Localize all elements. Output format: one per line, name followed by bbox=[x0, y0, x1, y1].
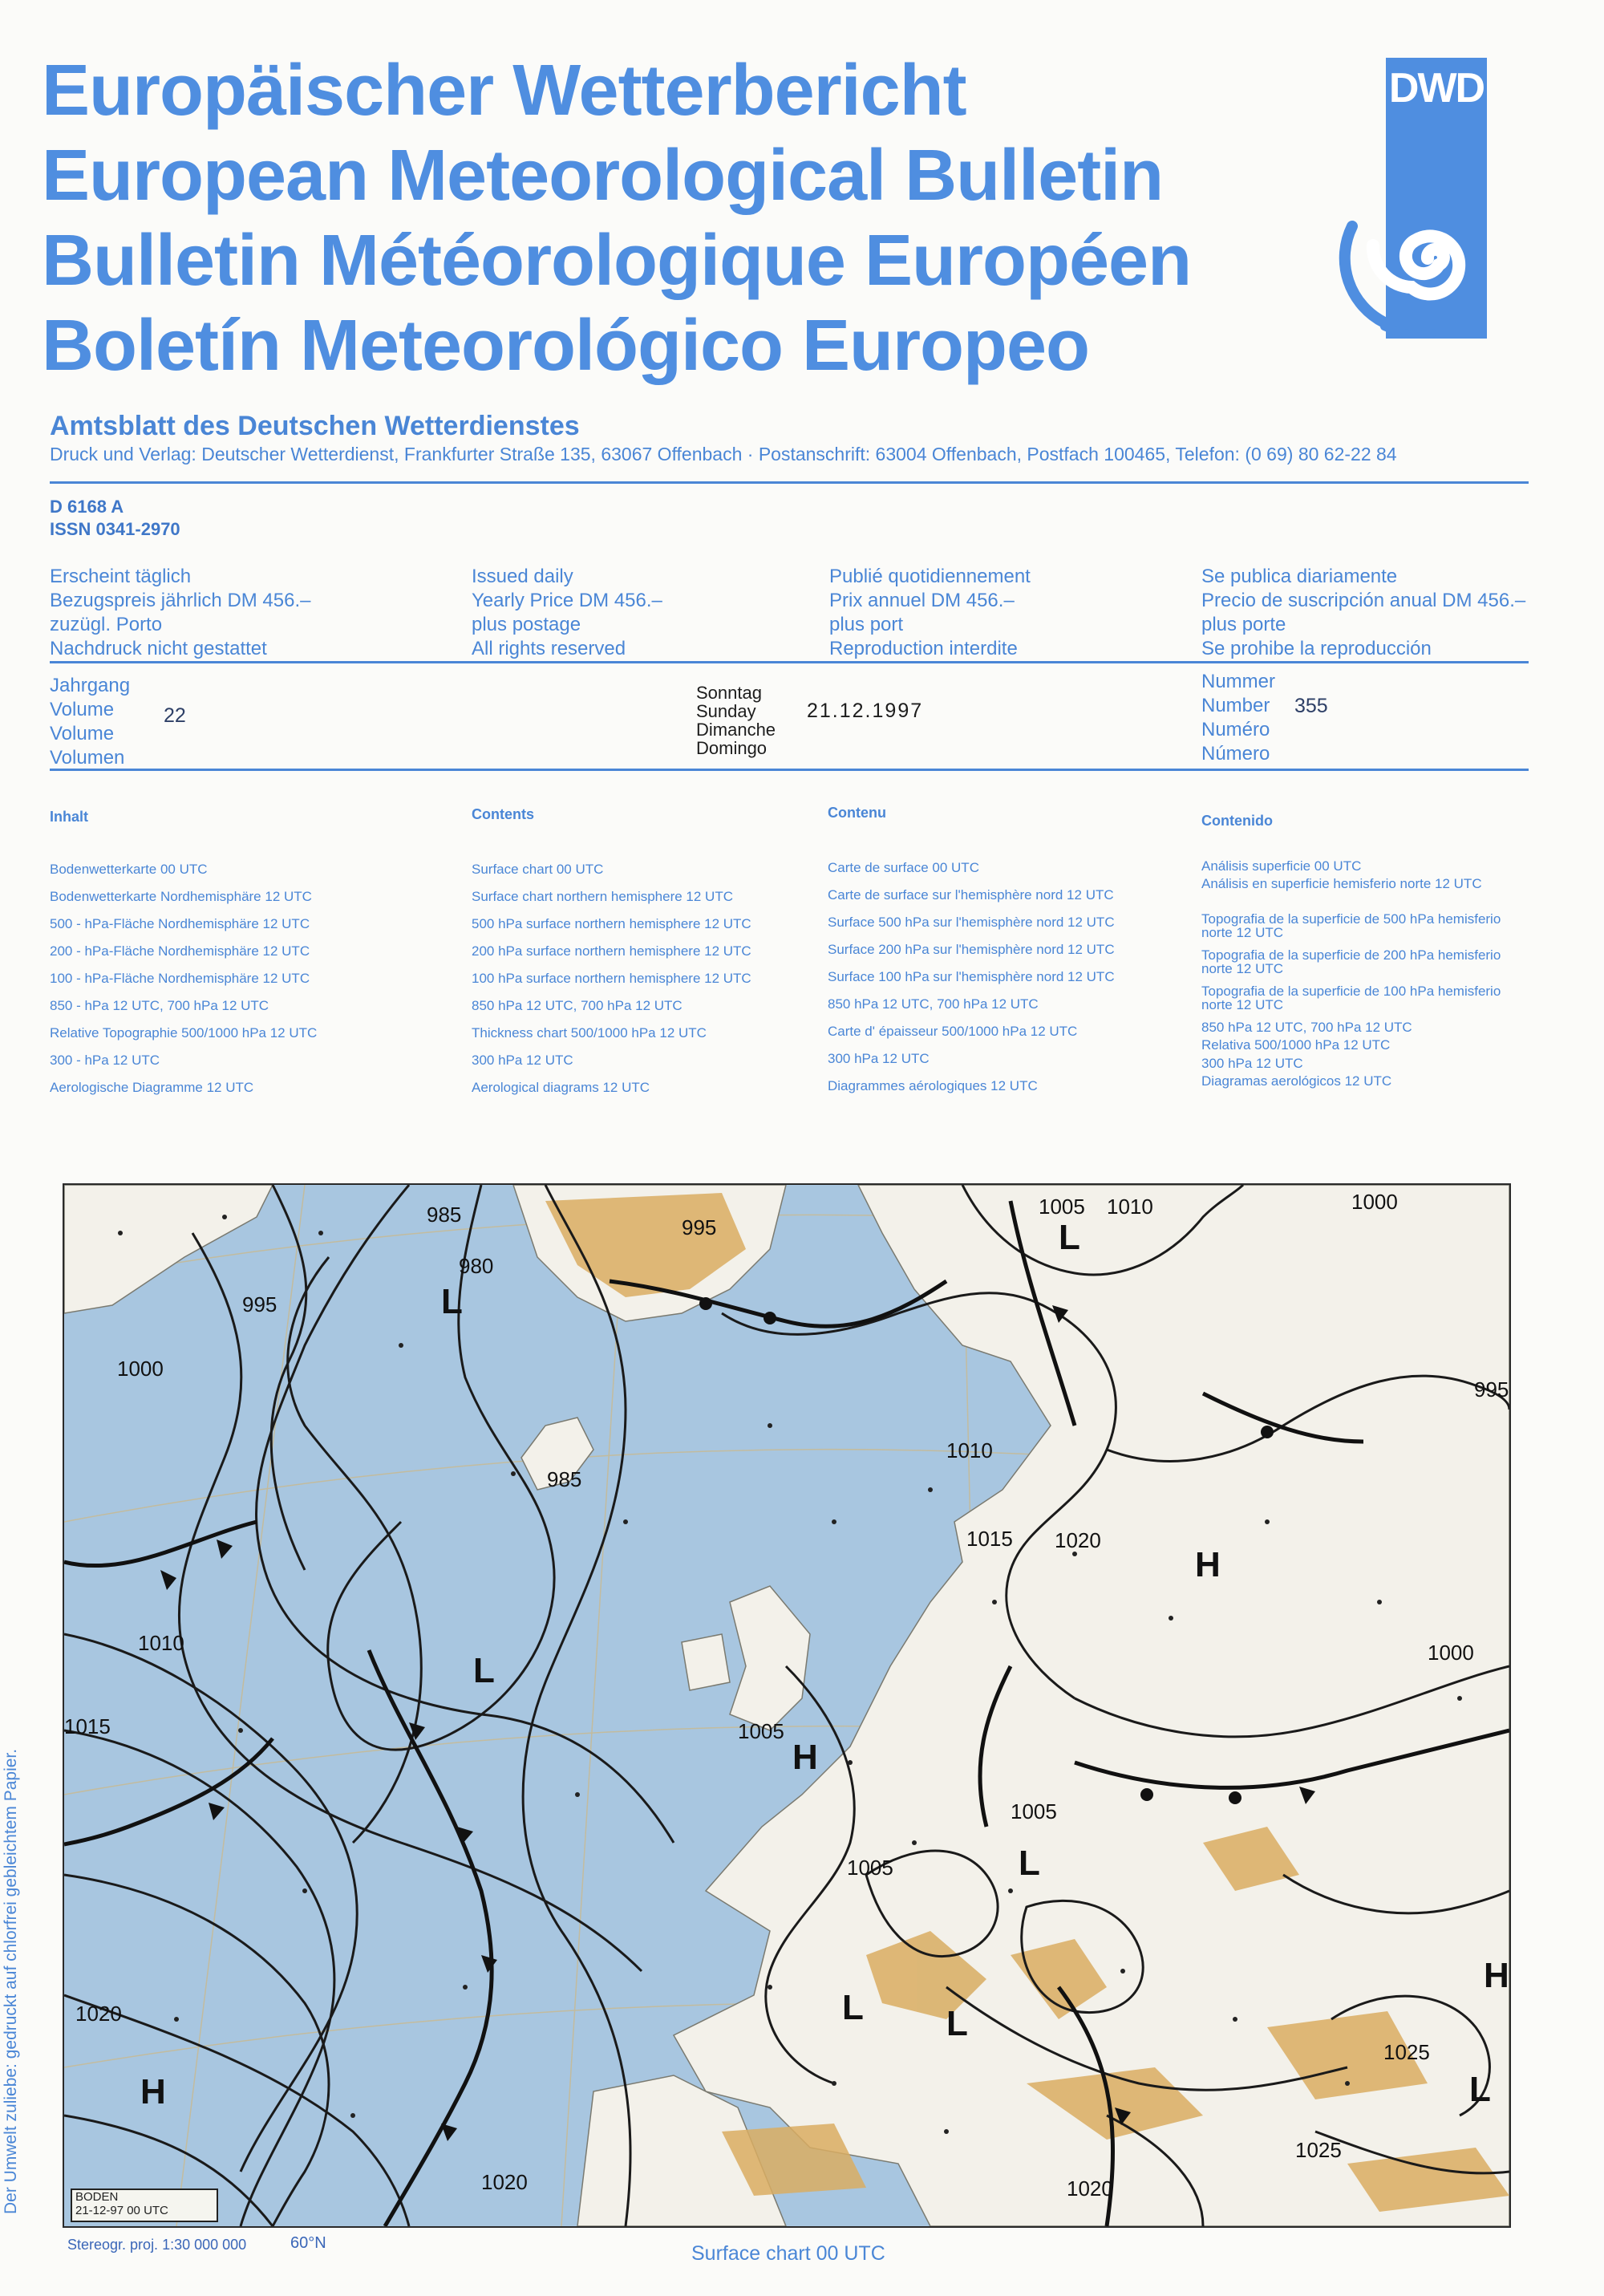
number-label: Number bbox=[1201, 695, 1270, 716]
issue-info-spanish bbox=[1201, 565, 1525, 661]
volume-label: Jahrgang bbox=[50, 675, 131, 696]
info-line: plus port bbox=[829, 614, 904, 635]
info-line: Se prohibe la reproducción bbox=[1201, 638, 1432, 659]
isobar-label: 1000 bbox=[1351, 1190, 1398, 1214]
isobar-label: 995 bbox=[242, 1292, 277, 1316]
number-label: Número bbox=[1201, 743, 1270, 765]
contents-item: 500 - hPa-Fläche Nordhemisphäre 12 UTC bbox=[50, 916, 310, 931]
contents-item: Análisis en superficie hemisferio norte 12 UTC bbox=[1201, 876, 1482, 891]
dwd-logo bbox=[1336, 58, 1489, 339]
high-center-marker: H bbox=[1195, 1545, 1221, 1584]
paper-note: Der Umwelt zuliebe: gedruckt auf chlorfrei gebleichtem Papier. bbox=[2, 1748, 20, 2214]
day-name: Domingo bbox=[696, 738, 768, 758]
chart-stamp bbox=[71, 2189, 218, 2222]
contents-item: Bodenwetterkarte 00 UTC bbox=[50, 862, 208, 877]
surface-weather-map bbox=[63, 1183, 1511, 2228]
latitude-marker: 60°N bbox=[290, 2234, 326, 2252]
high-center-marker: H bbox=[140, 2072, 166, 2111]
contents-item: Análisis superficie 00 UTC bbox=[1201, 858, 1362, 874]
contents-item: Surface chart 00 UTC bbox=[472, 862, 604, 877]
isobar-label: 1010 bbox=[946, 1438, 993, 1462]
isobar-label: 995 bbox=[1474, 1377, 1509, 1402]
isobar-label: 985 bbox=[427, 1203, 462, 1227]
contents-item: 300 hPa 12 UTC bbox=[1201, 1056, 1303, 1071]
bulletin-titles bbox=[42, 48, 1293, 388]
contents-heading-english: Contents bbox=[472, 806, 534, 822]
number-labels bbox=[1201, 670, 1275, 766]
great-britain bbox=[730, 1586, 810, 1730]
isobar-label: 985 bbox=[547, 1467, 582, 1491]
info-line: All rights reserved bbox=[472, 638, 626, 659]
contents-item: Topografia de la superficie de 200 hPa hemisferio norte 12 UTC bbox=[1201, 947, 1501, 976]
title-french: Bulletin Météorologique Européen bbox=[42, 221, 1192, 301]
issue-info-french bbox=[829, 565, 1031, 661]
issue-info-german bbox=[50, 565, 311, 661]
contents-list-german bbox=[50, 862, 419, 1108]
info-line: plus postage bbox=[472, 614, 581, 635]
contents-item: Thickness chart 500/1000 hPa 12 UTC bbox=[472, 1025, 707, 1041]
title-german: Europäischer Wetterbericht bbox=[42, 51, 966, 131]
volume-value: 22 bbox=[164, 704, 186, 727]
contents-list-spanish bbox=[1201, 859, 1522, 1092]
number-label: Numéro bbox=[1201, 719, 1270, 740]
isobar-label: 1020 bbox=[481, 2170, 528, 2194]
logo-text: DWD bbox=[1388, 65, 1485, 112]
info-line: Yearly Price DM 456.– bbox=[472, 590, 662, 611]
isobar-label: 1005 bbox=[847, 1856, 893, 1880]
contents-item: Topografia de la superficie de 100 hPa hemisferio norte 12 UTC bbox=[1201, 984, 1501, 1012]
publication-code: D 6168 A bbox=[50, 497, 124, 517]
contents-item: Surface chart northern hemisphere 12 UTC bbox=[472, 889, 733, 904]
contents-item: Diagrammes aérologiques 12 UTC bbox=[828, 1078, 1038, 1093]
high-center-marker: H bbox=[792, 1738, 818, 1777]
isobar-label: 980 bbox=[459, 1254, 494, 1278]
number-label: Nummer bbox=[1201, 671, 1276, 692]
contents-item: 300 - hPa 12 UTC bbox=[50, 1053, 160, 1068]
contents-item: 200 hPa surface northern hemisphere 12 UTC bbox=[472, 943, 751, 959]
contents-heading-spanish: Contenido bbox=[1201, 813, 1273, 829]
contents-list-french bbox=[828, 861, 1181, 1106]
isobar-label: 1000 bbox=[117, 1357, 164, 1381]
contents-item: 200 - hPa-Fläche Nordhemisphäre 12 UTC bbox=[50, 943, 310, 959]
isobar-label: 1025 bbox=[1383, 2040, 1430, 2064]
info-line: Se publica diariamente bbox=[1201, 566, 1398, 587]
day-name: Sonntag bbox=[696, 683, 762, 703]
isobar-label: 1005 bbox=[1039, 1195, 1085, 1219]
contents-item: 850 hPa 12 UTC, 700 hPa 12 UTC bbox=[828, 996, 1039, 1012]
info-line: zuzügl. Porto bbox=[50, 614, 163, 635]
map-canvas bbox=[64, 1185, 1509, 2226]
contents-item: 100 - hPa-Fläche Nordhemisphäre 12 UTC bbox=[50, 971, 310, 986]
contents-item: Carte d' épaisseur 500/1000 hPa 12 UTC bbox=[828, 1024, 1078, 1039]
isobar-label: 1000 bbox=[1428, 1641, 1474, 1665]
low-center-marker: L bbox=[473, 1651, 495, 1690]
divider-rule bbox=[50, 481, 1529, 484]
divider-rule bbox=[50, 769, 1529, 771]
isobar-label: 1025 bbox=[1295, 2138, 1342, 2162]
stamp-datetime: 21-12-97 00 UTC bbox=[75, 2204, 168, 2217]
volume-labels bbox=[50, 674, 130, 770]
isobar-label: 1015 bbox=[966, 1527, 1013, 1551]
isobar-label: 995 bbox=[682, 1215, 717, 1239]
contents-item: Relative Topographie 500/1000 hPa 12 UTC bbox=[50, 1025, 318, 1041]
contents-item: Topografia de la superficie de 500 hPa hemisferio norte 12 UTC bbox=[1201, 911, 1501, 940]
info-line: plus porte bbox=[1201, 614, 1286, 635]
issn-code: ISSN 0341-2970 bbox=[50, 519, 180, 539]
contents-heading-german: Inhalt bbox=[50, 809, 88, 825]
contents-item: Aerologische Diagramme 12 UTC bbox=[50, 1080, 254, 1095]
low-center-marker: L bbox=[1019, 1844, 1040, 1883]
contents-item: Relativa 500/1000 hPa 12 UTC bbox=[1201, 1037, 1391, 1053]
isobar-label: 1020 bbox=[1067, 2176, 1113, 2201]
info-line: Nachdruck nicht gestattet bbox=[50, 638, 267, 659]
low-center-marker: L bbox=[842, 1988, 864, 2027]
land-masses bbox=[64, 1185, 1509, 2226]
contents-item: 100 hPa surface northern hemisphere 12 UTC bbox=[472, 971, 751, 986]
contents-item: 300 hPa 12 UTC bbox=[828, 1051, 930, 1066]
spiral-icon bbox=[1336, 178, 1489, 339]
contents-item: 850 hPa 12 UTC, 700 hPa 12 UTC bbox=[1201, 1020, 1412, 1035]
high-center-marker: H bbox=[1484, 1956, 1509, 1995]
ireland bbox=[682, 1634, 730, 1690]
isobar-label: 1010 bbox=[1107, 1195, 1153, 1219]
number-value: 355 bbox=[1294, 695, 1328, 717]
isobar-label: 1020 bbox=[1055, 1528, 1101, 1552]
contents-list-english bbox=[472, 862, 816, 1108]
projection-note: Stereogr. proj. 1:30 000 000 bbox=[67, 2237, 247, 2253]
contents-item: Aerological diagrams 12 UTC bbox=[472, 1080, 650, 1095]
title-spanish: Boletín Meteorológico Europeo bbox=[42, 306, 1090, 386]
contents-item: 850 - hPa 12 UTC, 700 hPa 12 UTC bbox=[50, 998, 269, 1013]
issue-info-english bbox=[472, 565, 662, 661]
publisher-address: Druck und Verlag: Deutscher Wetterdienst, Frankfurter Straße 135, 63067 Offenbach · Postanschrift: 63004 Offenbach, Postfach 100465, Telefon: (0 69) 80 62-22 84 bbox=[50, 444, 1397, 464]
organization-name: Amtsblatt des Deutschen Wetterdienstes bbox=[50, 411, 580, 441]
low-center-marker: L bbox=[946, 2004, 968, 2043]
contents-item: Bodenwetterkarte Nordhemisphäre 12 UTC bbox=[50, 889, 312, 904]
volume-label: Volume bbox=[50, 723, 115, 744]
canada-coast bbox=[64, 1185, 273, 1313]
isobar-label: 1015 bbox=[64, 1714, 111, 1738]
contents-item: 500 hPa surface northern hemisphere 12 UTC bbox=[472, 916, 751, 931]
map-caption: Surface chart 00 UTC bbox=[691, 2242, 885, 2265]
low-center-marker: L bbox=[441, 1282, 463, 1321]
contents-item: 300 hPa 12 UTC bbox=[472, 1053, 573, 1068]
contents-item: Carte de surface 00 UTC bbox=[828, 860, 979, 875]
issue-date: 21.12.1997 bbox=[807, 700, 924, 722]
volume-label: Volume bbox=[50, 699, 115, 720]
title-english: European Meteorological Bulletin bbox=[42, 136, 1164, 216]
day-name: Dimanche bbox=[696, 720, 776, 740]
publication-codes bbox=[50, 496, 180, 541]
info-line: Prix annuel DM 456.– bbox=[829, 590, 1015, 611]
contents-heading-french: Contenu bbox=[828, 805, 886, 821]
stamp-title: BODEN bbox=[75, 2190, 119, 2204]
divider-rule bbox=[50, 661, 1529, 663]
low-center-marker: L bbox=[1059, 1218, 1080, 1257]
contents-item: Carte de surface sur l'hemisphère nord 12 UTC bbox=[828, 887, 1114, 903]
contents-item: Surface 100 hPa sur l'hemisphère nord 12 UTC bbox=[828, 969, 1115, 984]
isobar-label: 1020 bbox=[75, 2002, 122, 2026]
isobar-label: 1005 bbox=[738, 1719, 784, 1743]
organization-block bbox=[50, 411, 1525, 465]
contents-item: Diagramas aerológicos 12 UTC bbox=[1201, 1073, 1392, 1089]
day-name: Sunday bbox=[696, 701, 756, 721]
contents-item: Surface 500 hPa sur l'hemisphère nord 12 UTC bbox=[828, 915, 1115, 930]
isobar-label: 1010 bbox=[138, 1631, 184, 1655]
contents-item: 850 hPa 12 UTC, 700 hPa 12 UTC bbox=[472, 998, 683, 1013]
day-names bbox=[696, 684, 776, 757]
contents-item: Surface 200 hPa sur l'hemisphère nord 12 UTC bbox=[828, 942, 1115, 957]
info-line: Bezugspreis jährlich DM 456.– bbox=[50, 590, 311, 611]
info-line: Publié quotidiennement bbox=[829, 566, 1031, 587]
info-line: Precio de suscripción anual DM 456.– bbox=[1201, 590, 1526, 611]
info-line: Issued daily bbox=[472, 566, 573, 587]
volume-label: Volumen bbox=[50, 747, 125, 769]
info-line: Reproduction interdite bbox=[829, 638, 1018, 659]
isobar-label: 1005 bbox=[1011, 1799, 1057, 1823]
low-center-marker: L bbox=[1469, 2070, 1491, 2109]
info-line: Erscheint täglich bbox=[50, 566, 192, 587]
